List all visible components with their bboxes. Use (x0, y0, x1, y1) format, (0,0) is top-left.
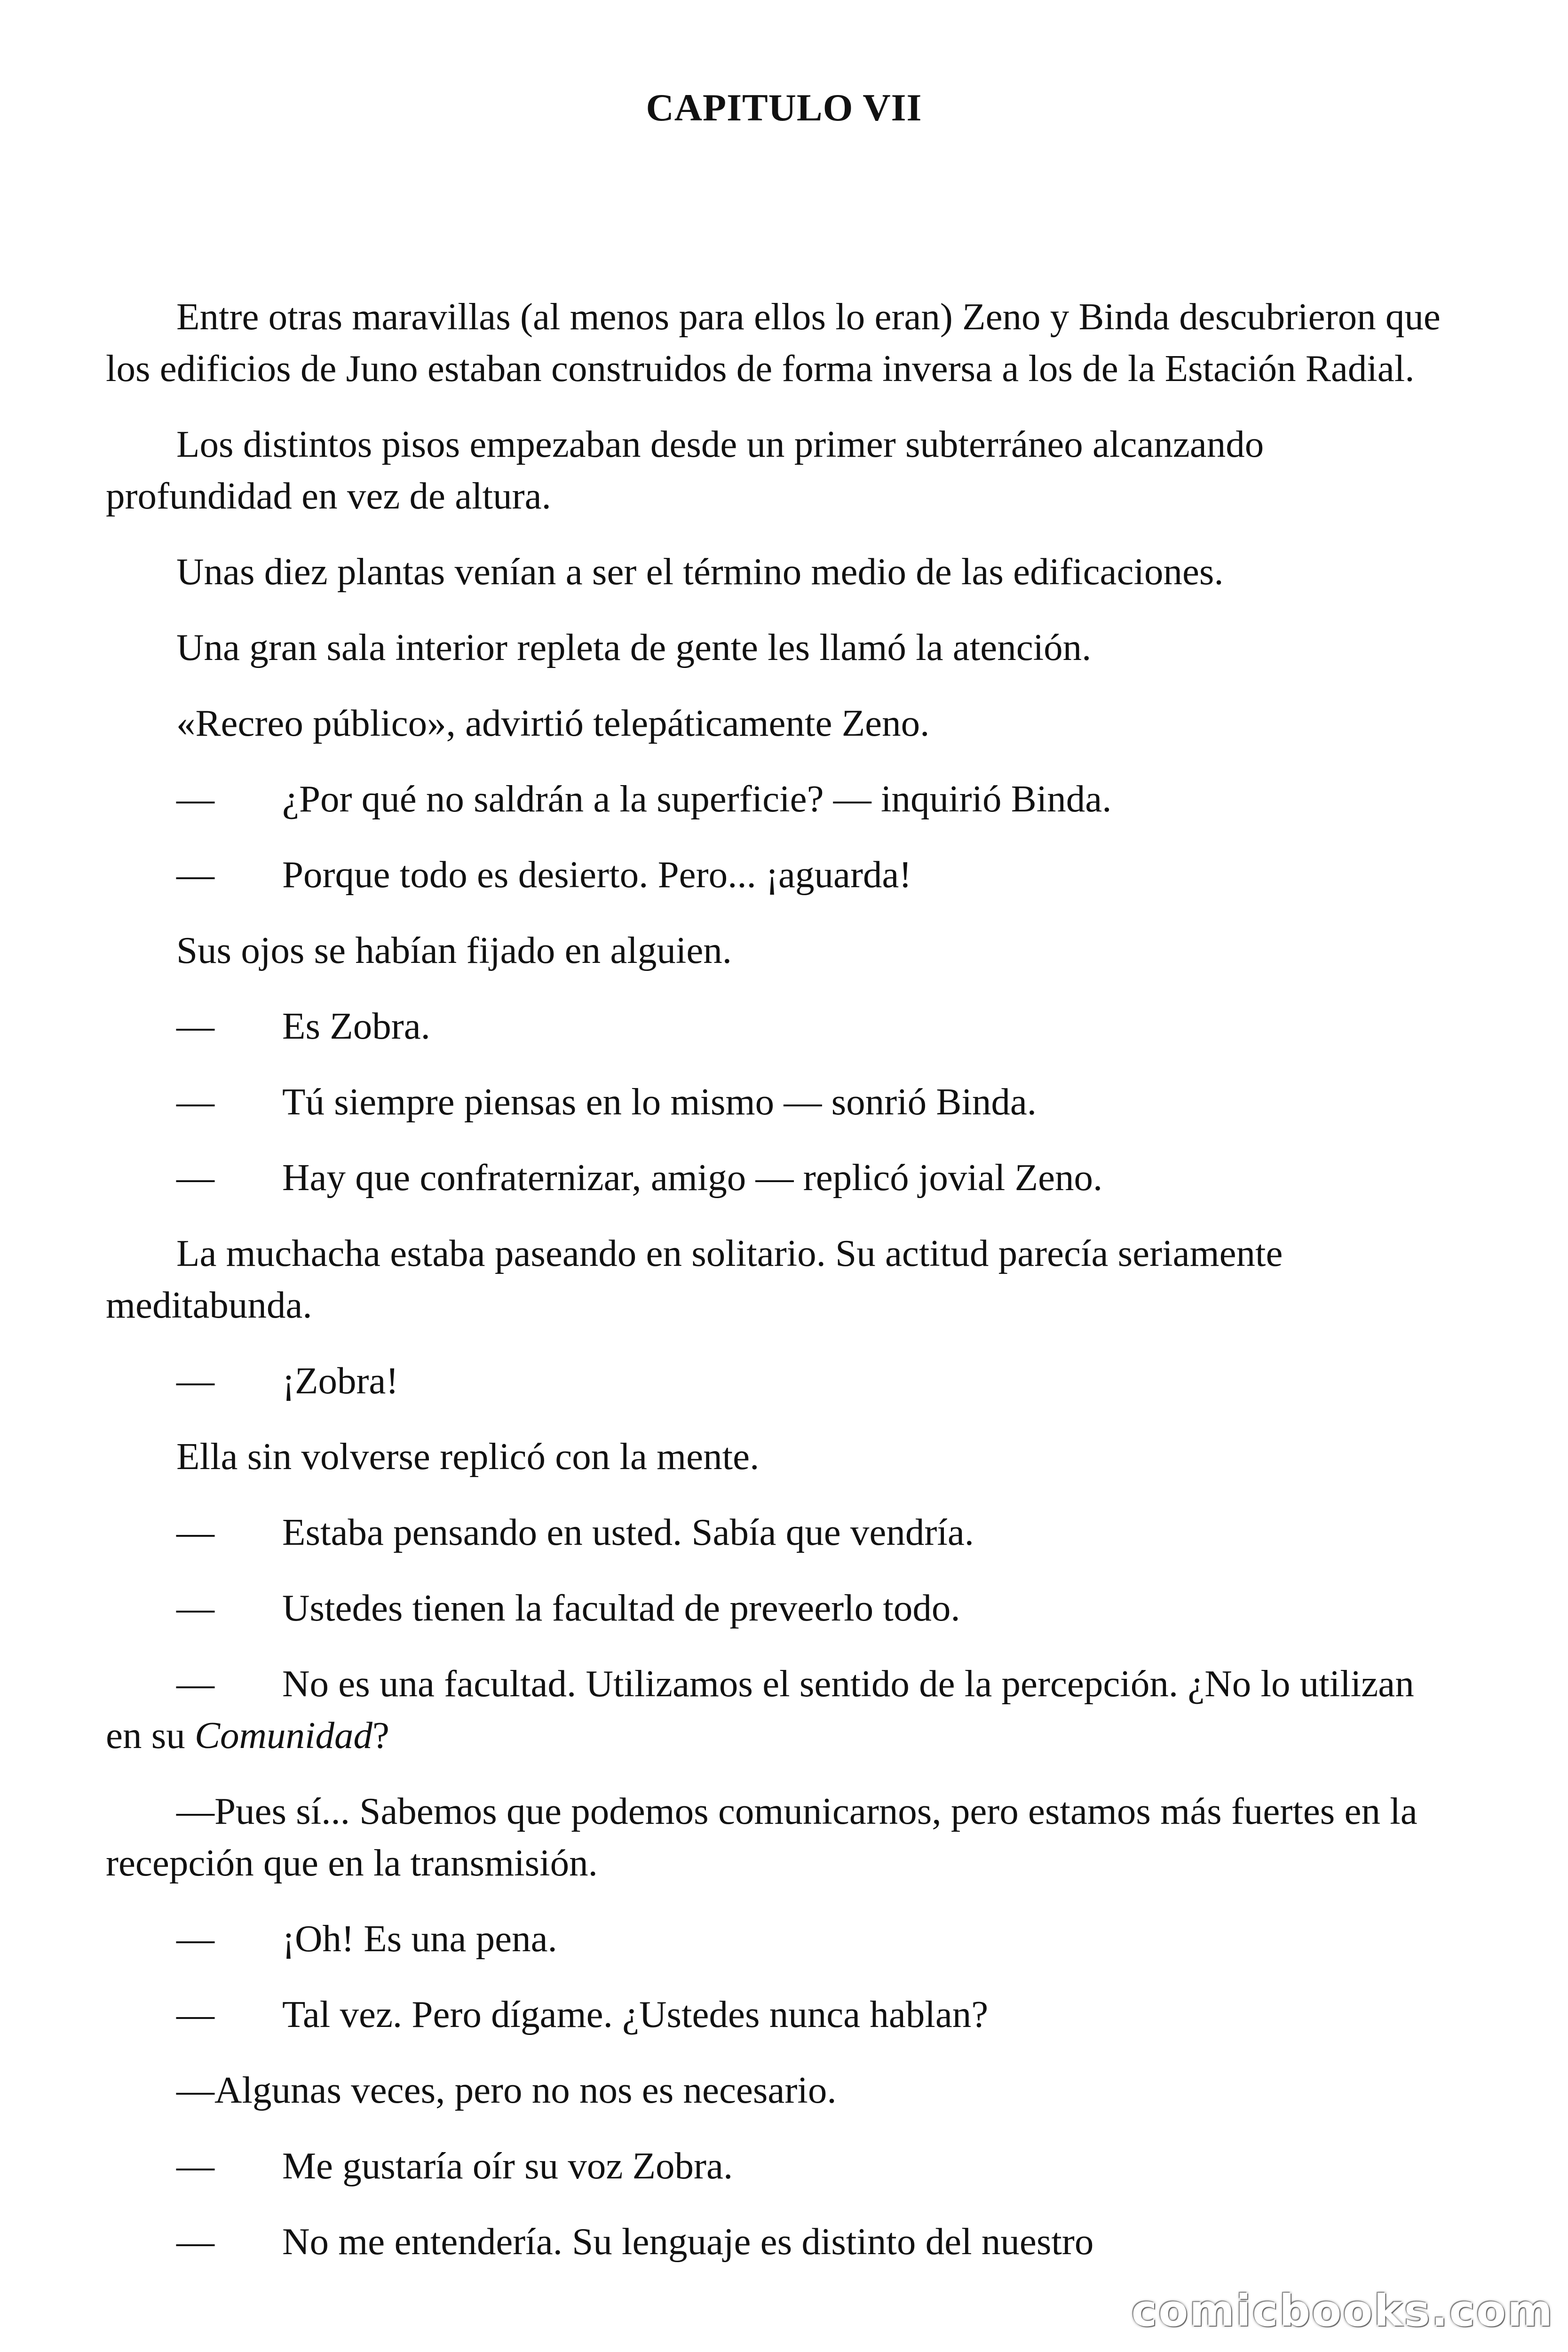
paragraph-text: Estaba pensando en usted. Sabía que vendría. (282, 1511, 974, 1553)
italic-text: Comunidad (194, 1714, 373, 1756)
paragraph-text: ¡Oh! Es una pena. (282, 1917, 557, 1960)
paragraph-text-end: ? (372, 1714, 389, 1756)
dialogue-dash: — (176, 1005, 214, 1047)
watermark-logo: comicbooks.com (1131, 2286, 1554, 2336)
dialogue-paragraph (106, 1658, 1456, 1761)
paragraph-text: Tú siempre piensas en lo mismo — sonrió Binda. (282, 1081, 1037, 1123)
narrative-paragraph (106, 621, 1456, 673)
dialogue-dash: — (176, 1359, 214, 1402)
page-body-text (106, 291, 1456, 2291)
dialogue-paragraph (106, 1076, 1456, 1128)
dialogue-paragraph (106, 1506, 1456, 1558)
narrative-paragraph (106, 418, 1456, 522)
dialogue-paragraph (106, 849, 1456, 900)
paragraph-text: Entre otras maravillas (al menos para ellos lo eran) Zeno y Binda descubrieron que los edificios de Juno estaban construidos de forma inversa a los de la Estación Radial. (106, 295, 1441, 389)
narrative-paragraph (106, 546, 1456, 597)
paragraph-text: Unas diez plantas venían a ser el término medio de las edificaciones. (176, 550, 1224, 593)
dialogue-paragraph (106, 1152, 1456, 1203)
paragraph-text: Me gustaría oír su voz Zobra. (282, 2145, 733, 2187)
paragraph-text: —Pues sí... Sabemos que podemos comunicarnos, pero estamos más fuertes en la recepción que en la transmisión. (106, 1790, 1418, 1884)
dialogue-dash: — (176, 1993, 214, 2035)
dialogue-paragraph (106, 773, 1456, 825)
dialogue-paragraph (106, 1355, 1456, 1406)
paragraph-text: Los distintos pisos empezaban desde un primer subterráneo alcanzando profundidad en vez de altura. (106, 423, 1264, 517)
paragraph-text: Hay que confraternizar, amigo — replicó jovial Zeno. (282, 1156, 1103, 1199)
paragraph-text: Ella sin volverse replicó con la mente. (176, 1435, 760, 1478)
dialogue-dash: — (176, 2220, 214, 2263)
paragraph-text: Tal vez. Pero dígame. ¿Ustedes nunca hablan? (282, 1993, 989, 2035)
dialogue-dash: — (176, 1511, 214, 1553)
paragraph-text: No es una facultad. Utilizamos el sentido de la percepción. ¿No lo utilizan en su (106, 1662, 1414, 1756)
dialogue-paragraph (106, 2216, 1456, 2267)
paragraph-text: ¿Por qué no saldrán a la superficie? — inquirió Binda. (282, 778, 1112, 820)
dialogue-dash: — (176, 1081, 214, 1123)
narrative-paragraph (106, 697, 1456, 749)
paragraph-text: No me entendería. Su lenguaje es distinto del nuestro (282, 2220, 1094, 2263)
dialogue-dash: — (176, 2145, 214, 2187)
dialogue-paragraph (106, 2140, 1456, 2192)
paragraph-text: La muchacha estaba paseando en solitario. Su actitud parecía seriamente meditabunda. (106, 1232, 1283, 1326)
narrative-paragraph (106, 1227, 1456, 1331)
dialogue-paragraph (106, 1582, 1456, 1634)
paragraph-text: —Algunas veces, pero no nos es necesario. (176, 2069, 837, 2111)
dialogue-paragraph (106, 1913, 1456, 1964)
paragraph-text: Ustedes tienen la facultad de preveerlo todo. (282, 1587, 960, 1629)
dialogue-paragraph (106, 1988, 1456, 2040)
narrative-paragraph (106, 2064, 1456, 2116)
narrative-paragraph (106, 924, 1456, 976)
paragraph-text: Una gran sala interior repleta de gente les llamó la atención. (176, 626, 1092, 668)
dialogue-paragraph (106, 1000, 1456, 1052)
narrative-paragraph (106, 1430, 1456, 1482)
dialogue-dash: — (176, 1587, 214, 1629)
narrative-paragraph (106, 291, 1456, 394)
paragraph-text: ¡Zobra! (282, 1359, 399, 1402)
dialogue-dash: — (176, 1917, 214, 1960)
paragraph-text: Sus ojos se habían fijado en alguien. (176, 929, 732, 971)
paragraph-text: «Recreo público», advirtió telepáticamente Zeno. (176, 702, 930, 744)
dialogue-dash: — (176, 1156, 214, 1199)
dialogue-dash: — (176, 778, 214, 820)
dialogue-dash: — (176, 1662, 214, 1705)
paragraph-text: Es Zobra. (282, 1005, 430, 1047)
chapter-title: CAPITULO VII (646, 86, 922, 129)
paragraph-text: Porque todo es desierto. Pero... ¡aguarda! (282, 853, 912, 896)
dialogue-dash: — (176, 853, 214, 896)
narrative-paragraph (106, 1785, 1456, 1889)
